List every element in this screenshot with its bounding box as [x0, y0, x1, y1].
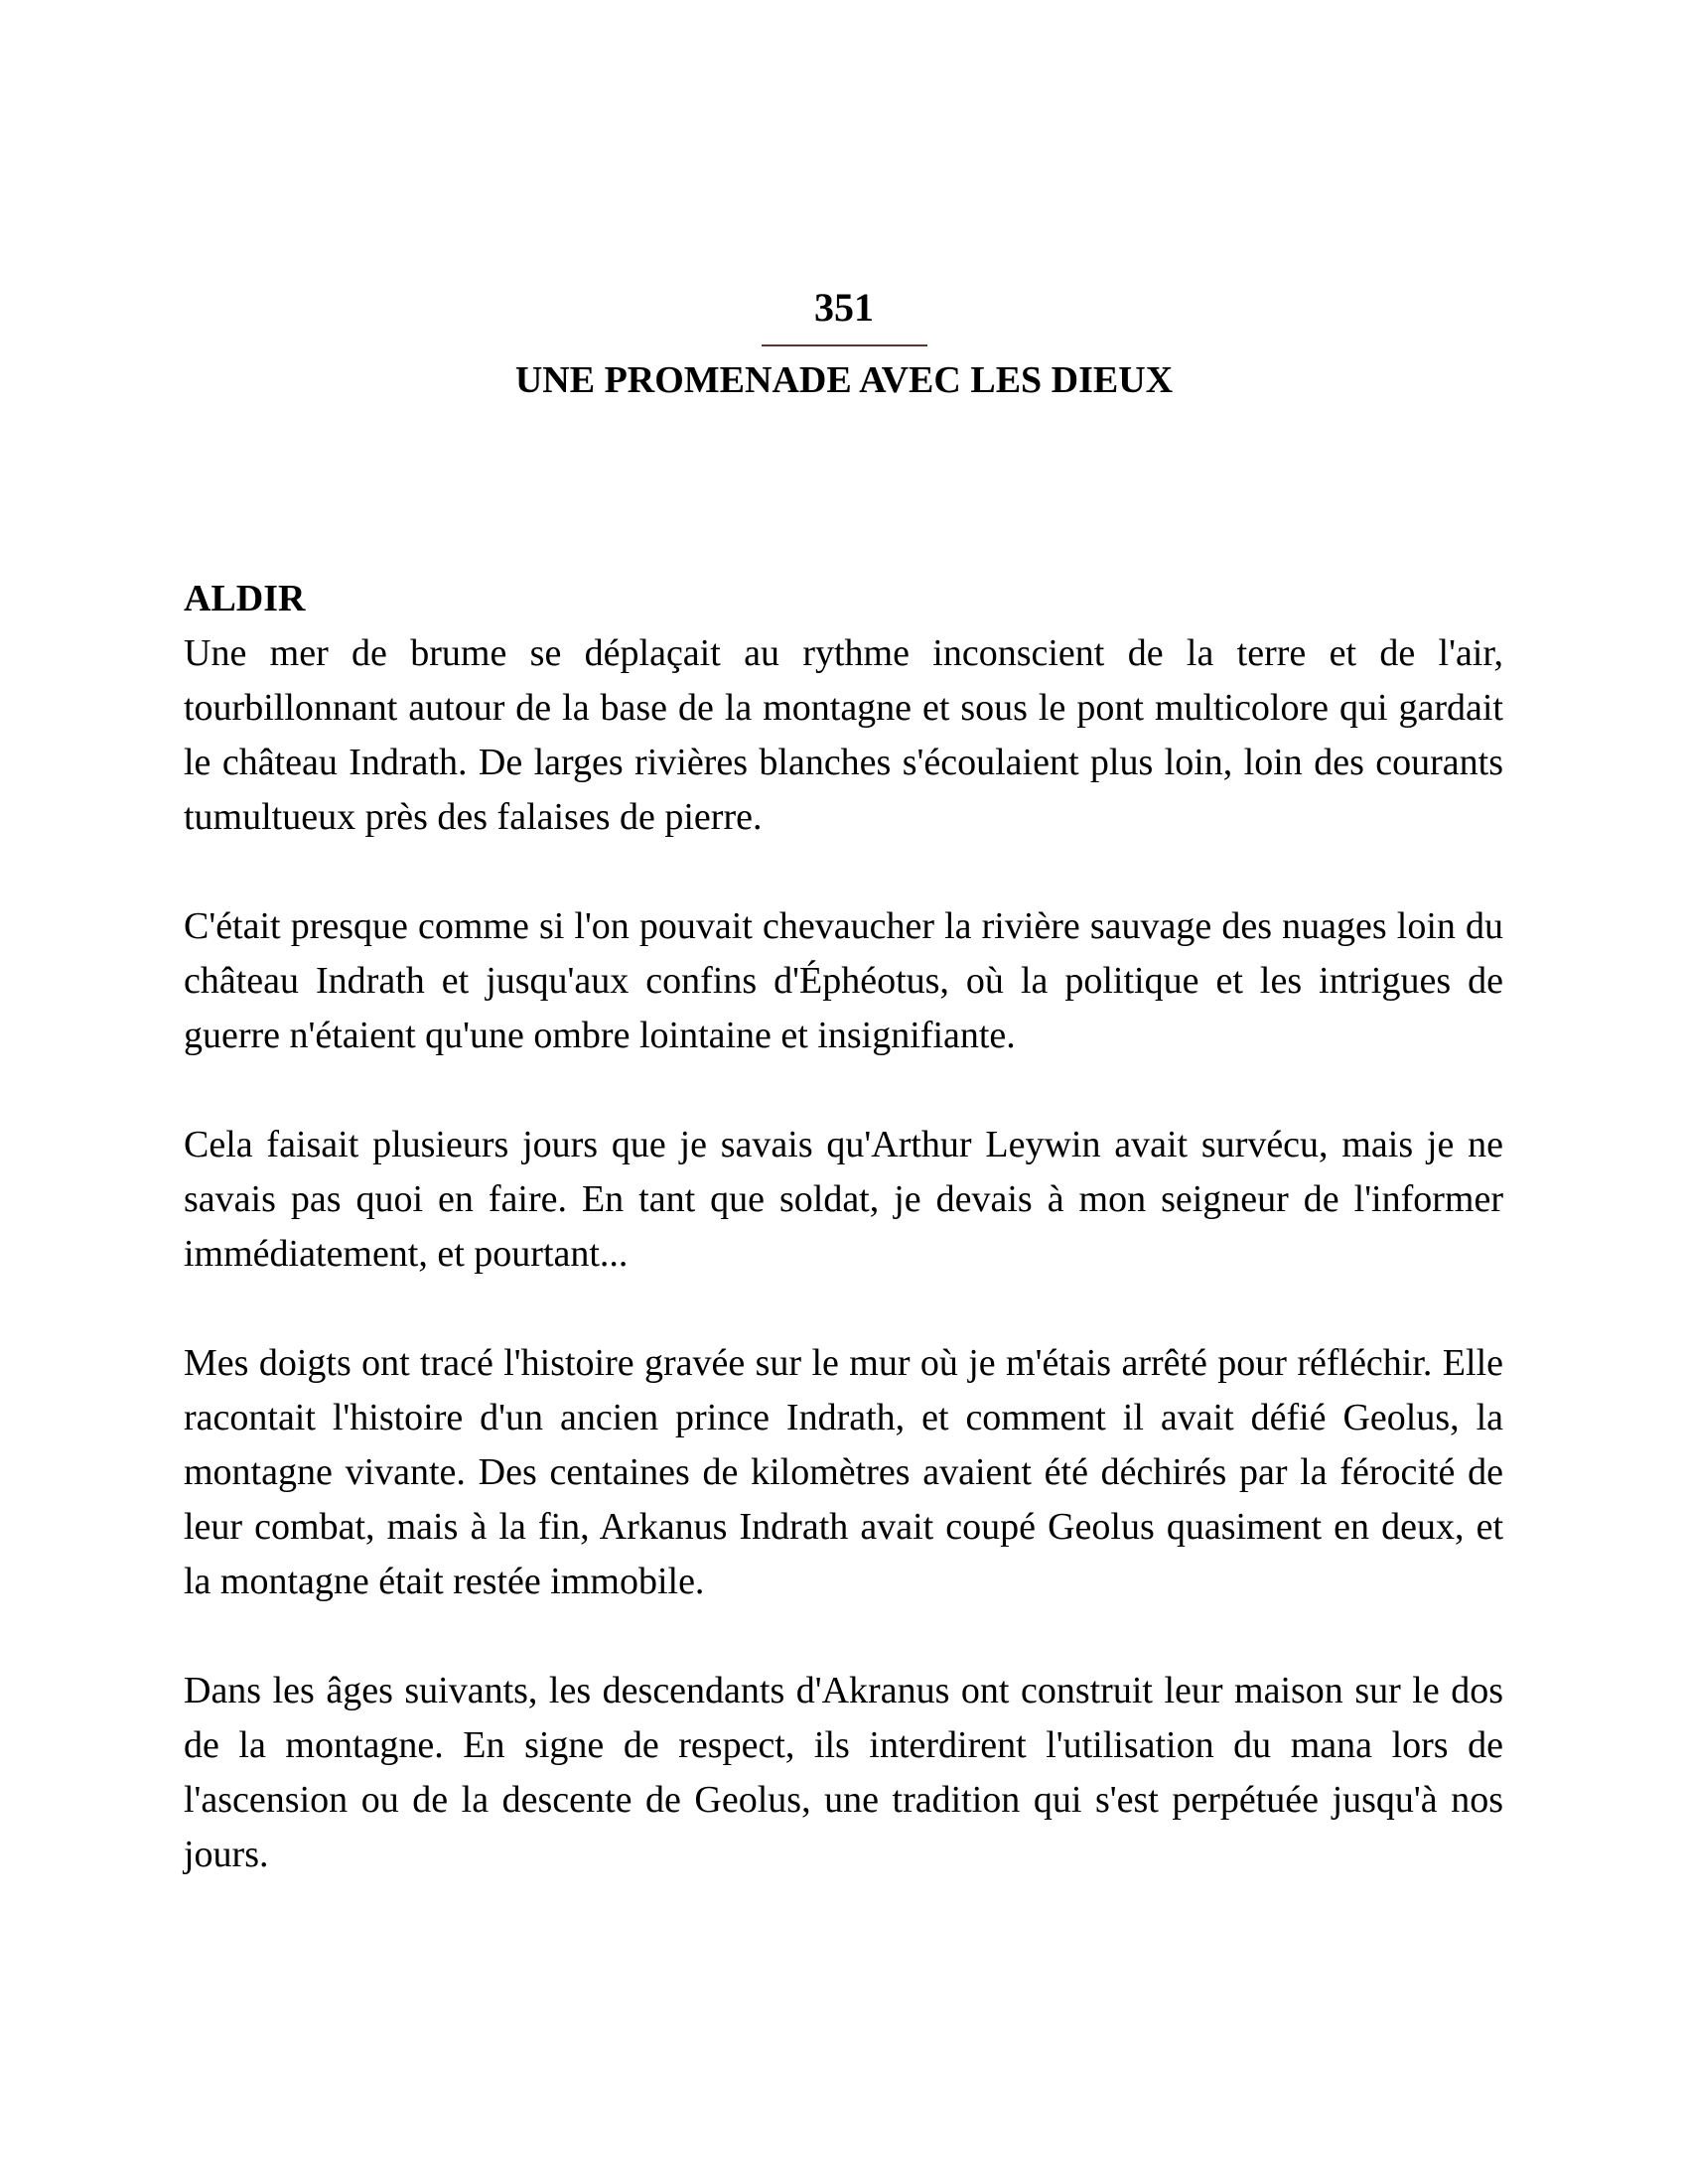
paragraph: Une mer de brume se déplaçait au rythme inconscient de la terre et de l'air, tourbillonnant autour de la base de la montagne et sous le pont multicolore qui gardait le château Indrath. De larges rivières blanches s'écoulaient plus loin, loin des courants tumultueux près des falaises de pierre. [184, 632, 1503, 838]
paragraph: Mes doigts ont tracé l'histoire gravée sur le mur où je m'étais arrêté pour réfléchir. Elle racontait l'histoire d'un ancien prince Indrath, et comment il avait défié Geolus, la montagne vivante. Des centaines de kilomètres avaient été déchirés par la férocité de leur combat, mais à la fin, Arkanus Indrath avait coupé Geolus quasiment en deux, et la montagne était restée immobile. [184, 1342, 1503, 1602]
paragraph: Dans les âges suivants, les descendants d'Akranus ont construit leur maison sur le dos de la montagne. En signe de respect, ils interdirent l'utilisation du mana lors de l'ascension ou de la descente de Geolus, une tradition qui s'est perpétuée jusqu'à nos jours. [184, 1670, 1503, 1875]
chapter-number: 351 [814, 285, 874, 330]
chapter-title: UNE PROMENADE AVEC LES DIEUX [514, 359, 1174, 401]
pov-heading: ALDIR [184, 578, 306, 619]
paragraph: C'était presque comme si l'on pouvait chevaucher la rivière sauvage des nuages loin du château Indrath et jusqu'aux confins d'Éphéotus, où la politique et les intrigues de guerre n'étaient qu'une ombre lointaine et insignifiante. [184, 905, 1503, 1056]
chapter-divider [762, 344, 927, 346]
chapter-body [184, 572, 1503, 1882]
paragraph: Cela faisait plusieurs jours que je savais qu'Arthur Leywin avait survécu, mais je ne savais pas quoi en faire. En tant que soldat, je devais à mon seigneur de l'informer immédiatement, et pourtant... [184, 1124, 1503, 1275]
